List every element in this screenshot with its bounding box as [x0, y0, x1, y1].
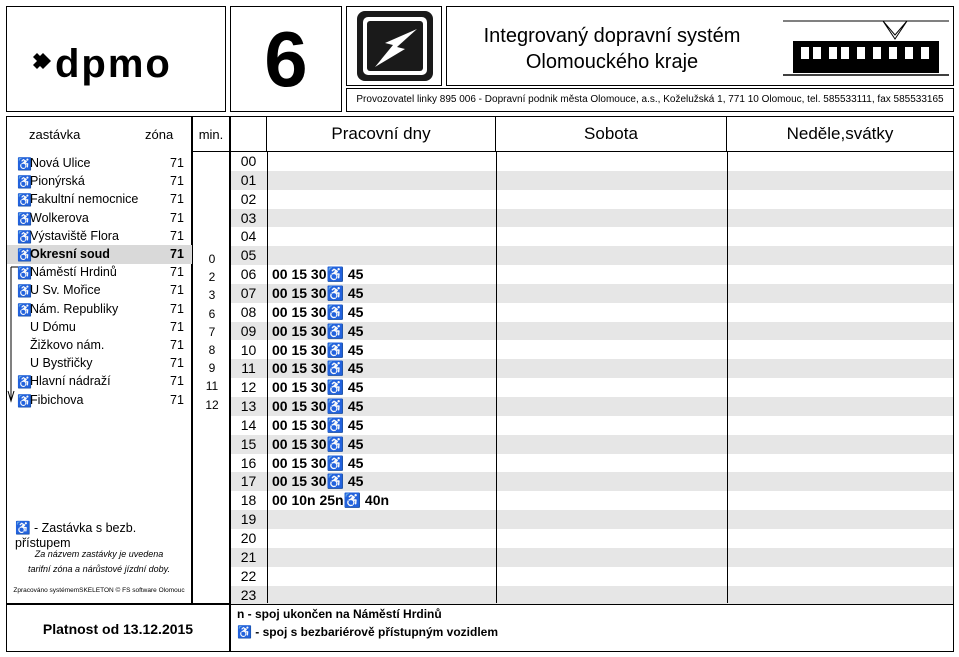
hour-row [231, 416, 953, 435]
note-n: n - spoj ukončen na Náměstí Hrdinů [237, 607, 442, 621]
stop-zone: 71 [170, 174, 184, 189]
stop-row [7, 372, 193, 391]
col-header-sunday: Neděle,svátky [786, 124, 894, 143]
hour-label: 02 [240, 190, 257, 207]
hour-label: 10 [240, 341, 257, 358]
stop-minute: 9 [208, 361, 216, 376]
col-stop-header: zastávka [29, 127, 81, 142]
stop-row [7, 245, 193, 264]
col-header-workdays: Pracovní dny [267, 117, 496, 151]
stop-row [7, 281, 193, 300]
hour-label: 05 [240, 247, 257, 264]
workday-departures: 00 15 30♿ 45 [272, 398, 364, 415]
stop-zone: 71 [170, 156, 184, 170]
stop-minute: 12 [205, 397, 219, 412]
stop-minute: 11 [205, 379, 219, 394]
stop-zone: 71 [170, 265, 184, 280]
hour-row [231, 171, 953, 190]
stop-minute: 7 [208, 324, 216, 339]
hour-label: 19 [240, 511, 257, 528]
stop-zone: 71 [170, 228, 184, 243]
stop-name: Náměstí Hrdinů [30, 265, 117, 280]
stop-zone: 71 [170, 301, 184, 316]
hour-label: 11 [241, 360, 256, 377]
wheelchair-icon: ♿ [17, 302, 32, 317]
workday-departures: 00 15 30♿ 45 [272, 473, 364, 490]
timetable-grid [230, 116, 954, 604]
legend-wc: ♿ - Zastávka s bezb. přístupem [15, 521, 137, 550]
stop-minute: 0 [208, 252, 216, 266]
hour-row [231, 491, 953, 510]
workday-departures: 00 15 30♿ 45 [272, 454, 364, 471]
col-min-header: min. [198, 127, 224, 142]
stop-zone: 71 [170, 192, 184, 207]
stop-row [7, 154, 193, 173]
wheelchair-icon: ♿ [17, 266, 32, 281]
hour-label: 18 [240, 492, 257, 509]
stop-row [7, 227, 193, 246]
workday-departures: 00 15 30♿ 45 [272, 360, 364, 377]
stop-name: Fibichova [30, 392, 84, 407]
stop-name: Žižkovo nám. [30, 338, 105, 352]
hour-row [231, 510, 953, 529]
col-zone-header: zóna [145, 127, 174, 142]
hour-row [231, 378, 953, 397]
stop-name: Wolkerova [30, 210, 89, 225]
stop-name: U Dómu [30, 319, 76, 334]
stop-name: Pionýrská [30, 174, 85, 189]
operator-info-box [346, 88, 954, 112]
hour-label: 03 [240, 209, 257, 226]
stop-row [7, 354, 193, 373]
dpmo-logo-icon [7, 7, 225, 111]
stop-row [7, 209, 193, 228]
hour-row [231, 472, 953, 491]
validity-box [6, 604, 230, 652]
hour-row [231, 567, 953, 586]
stops-panel [6, 116, 192, 604]
stop-zone: 71 [170, 356, 184, 371]
line-number-box [230, 6, 342, 112]
line-number: 6 [264, 15, 308, 103]
stop-name: Výstaviště Flora [30, 228, 119, 243]
hour-label: 13 [240, 398, 257, 415]
legend-note1: Za názvem zastávky je uvedena [34, 549, 164, 559]
wheelchair-icon: ♿ [17, 157, 32, 171]
hour-label: 15 [240, 435, 257, 452]
workday-departures: 00 15 30♿ 45 [272, 435, 364, 452]
hour-row [231, 397, 953, 416]
workday-departures: 00 15 30♿ 45 [272, 303, 364, 320]
hour-label: 14 [240, 416, 257, 433]
hour-label: 17 [240, 473, 257, 490]
stop-zone: 71 [170, 210, 184, 225]
stop-minute: 2 [208, 270, 216, 285]
hour-label: 00 [240, 153, 257, 169]
stop-name: Okresní soud [30, 247, 110, 261]
validity-text: Platnost od 13.12.2015 [42, 621, 194, 637]
title-line2: Olomouckého kraje [525, 51, 699, 73]
hour-label: 23 [240, 586, 257, 603]
stop-row [7, 391, 193, 410]
hour-row [231, 586, 953, 605]
stop-minute: 6 [208, 306, 216, 321]
svg-text:dpmo: dpmo [55, 42, 172, 86]
operator-info: Provozovatel linky 895 006 - Dopravní podnik města Olomouce, a.s., Koželužská 1, 771 10 Olomouc, tel. 585533111, fax 585533165 [356, 94, 944, 105]
wheelchair-icon: ♿ [17, 393, 32, 408]
hour-row [231, 190, 953, 209]
hour-row [231, 341, 953, 360]
stop-row [7, 336, 193, 355]
wheelchair-icon: ♿ [17, 375, 32, 390]
legend-note2: tarifní zóna a nárůstové jízdní doby. [28, 564, 170, 574]
hour-label: 12 [240, 379, 257, 396]
hour-row [231, 435, 953, 454]
col-header-saturday: Sobota [496, 117, 727, 151]
wheelchair-icon: ♿ [17, 248, 32, 262]
hour-label: 21 [240, 548, 257, 565]
minutes-column [192, 116, 230, 604]
stop-name: U Sv. Mořice [30, 283, 101, 298]
operator-logo [6, 6, 226, 112]
tram-icon [783, 17, 949, 81]
workday-departures: 00 15 30♿ 45 [272, 379, 364, 396]
wheelchair-icon: ♿ [17, 211, 32, 226]
hour-row [231, 152, 953, 171]
tram-line-sign-icon [347, 7, 441, 85]
stop-zone: 71 [170, 319, 184, 334]
wheelchair-icon: ♿ [17, 229, 32, 244]
hour-row [231, 322, 953, 341]
line-type-sign [346, 6, 442, 86]
title-box [446, 6, 954, 86]
hour-row [231, 454, 953, 473]
hour-label: 16 [240, 454, 257, 471]
stop-name: Nová Ulice [30, 156, 91, 170]
stop-row [7, 172, 193, 191]
note-wc: ♿ - spoj s bezbariérově přístupným vozidlem [237, 625, 498, 639]
stop-row [7, 300, 193, 319]
hour-label: 06 [240, 266, 257, 283]
stop-zone: 71 [170, 338, 184, 352]
software-credit: Zpracováno systémemSKELETON © FS software Olomouc [13, 587, 185, 594]
workday-departures: 00 15 30♿ 45 [272, 266, 364, 283]
stop-name: U Bystřičky [30, 356, 93, 371]
hour-label: 01 [240, 171, 257, 188]
hour-row [231, 227, 953, 246]
stop-row [7, 318, 193, 337]
hour-label: 20 [240, 530, 257, 546]
wheelchair-icon: ♿ [17, 193, 32, 208]
stop-name: Hlavní nádraží [30, 374, 111, 389]
stop-zone: 71 [170, 392, 184, 407]
hour-row [231, 359, 953, 378]
stop-zone: 71 [170, 247, 184, 261]
workday-departures: 00 15 30♿ 45 [272, 341, 364, 358]
hour-label: 08 [240, 303, 257, 320]
hour-row [231, 284, 953, 303]
hour-row [231, 303, 953, 322]
wheelchair-icon: ♿ [17, 175, 32, 190]
stop-name: Nám. Republiky [30, 301, 119, 316]
workday-departures: 00 15 30♿ 45 [272, 416, 364, 433]
stop-name: Fakultní nemocnice [30, 192, 139, 207]
workday-departures: 00 15 30♿ 45 [272, 322, 364, 339]
hour-row [231, 265, 953, 284]
hour-row [231, 529, 953, 548]
stop-minute: 3 [208, 288, 216, 303]
hour-label: 09 [240, 322, 257, 339]
workday-departures: 00 10n 25n♿ 40n [272, 492, 390, 509]
footnotes-box [230, 604, 954, 652]
hour-label: 04 [240, 228, 257, 245]
wheelchair-icon: ♿ [17, 284, 32, 299]
stop-minute: 8 [208, 343, 216, 357]
workday-departures: 00 15 30♿ 45 [272, 284, 364, 301]
stop-row [7, 263, 193, 282]
hour-row [231, 246, 953, 265]
direction-arrow-icon [7, 265, 21, 405]
stop-row [7, 190, 193, 209]
hour-label: 07 [240, 284, 257, 301]
stop-zone: 71 [170, 374, 184, 389]
title-line1: Integrovaný dopravní systém [483, 25, 741, 47]
hour-row [231, 548, 953, 567]
stop-zone: 71 [170, 283, 184, 298]
hour-label: 22 [240, 567, 257, 584]
hour-row [231, 209, 953, 228]
